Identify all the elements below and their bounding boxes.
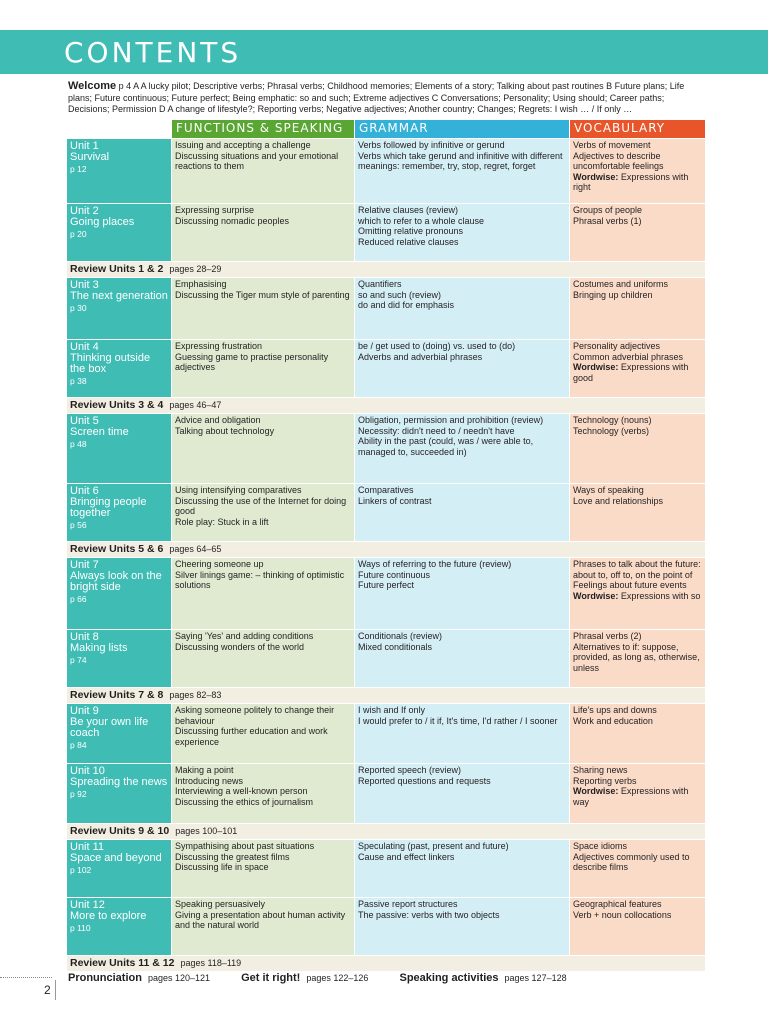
unit-title: Screen time: [70, 426, 129, 438]
unit-title: More to explore: [70, 910, 147, 922]
wordwise-text: Expressions with way: [573, 786, 689, 807]
review-label: Review Units 11 & 12: [70, 957, 175, 969]
unit-number: Unit 11: [70, 841, 105, 853]
grammar-cell: [355, 558, 570, 630]
unit-title: Space and beyond: [70, 852, 162, 864]
grammar-line: Reported questions and requests: [358, 775, 491, 786]
grammar-line: Verbs followed by infinitive or gerund: [358, 140, 505, 150]
functions-line: Discussing the Tiger mum style of parenting: [175, 289, 350, 300]
unit-page: p 48: [70, 439, 87, 449]
review-cell[interactable]: [67, 262, 706, 278]
unit-row: [67, 340, 706, 398]
vocabulary-line: Phrasal verbs (2): [573, 631, 642, 641]
functions-cell: [172, 414, 355, 484]
vocabulary-line: Life's ups and downs: [573, 705, 657, 715]
review-row: [67, 956, 706, 972]
vocabulary-line: Groups of people: [573, 205, 643, 215]
functions-line: Expressing surprise: [175, 205, 255, 215]
functions-line: Role play: Stuck in a lift: [175, 516, 269, 527]
review-pages: pages 118–119: [180, 958, 242, 968]
grammar-cell: [355, 139, 570, 204]
unit-number: Unit 2: [70, 205, 99, 217]
functions-line: Discussing situations and your emotional reactions to them: [175, 150, 339, 171]
functions-line: Using intensifying comparatives: [175, 485, 302, 495]
unit-title: Spreading the news: [70, 776, 168, 788]
unit-number: Unit 12: [70, 899, 105, 911]
unit-row: [67, 898, 706, 956]
footer-pronunciation[interactable]: Pronunciation pages 120–121: [68, 972, 211, 984]
grammar-line: Ability in the past (could, was / were able to, managed to, succeeded in): [358, 436, 534, 457]
unit-page: p 92: [70, 789, 87, 799]
unit-number: Unit 6: [70, 485, 99, 497]
vocabulary-line: Sharing news: [573, 765, 628, 775]
review-pages: pages 82–83: [169, 690, 222, 700]
grammar-cell: [355, 764, 570, 824]
vocabulary-line: Technology (verbs): [573, 425, 650, 436]
unit-page: p 74: [70, 655, 87, 665]
vocabulary-line: Bringing up children: [573, 289, 653, 300]
grammar-line: Omitting relative pronouns: [358, 226, 464, 236]
review-label: Review Units 9 & 10: [70, 825, 170, 837]
grammar-line: Necessity: didn't need to / needn't have: [358, 425, 515, 436]
unit-cell[interactable]: [67, 764, 172, 824]
wordwise-line: [573, 591, 702, 602]
wordwise-text: Expressions with good: [573, 362, 689, 383]
functions-cell: [172, 764, 355, 824]
welcome-label: Welcome: [68, 80, 117, 92]
unit-number: Unit 3: [70, 279, 99, 291]
functions-line: Discussing the greatest films: [175, 851, 290, 862]
welcome-section: [68, 81, 700, 116]
unit-cell[interactable]: [67, 704, 172, 764]
vocabulary-cell: [570, 484, 706, 542]
functions-line: Discussing the use of the Internet for doing good: [175, 495, 347, 516]
review-pages: pages 46–47: [169, 400, 222, 410]
vocabulary-line: Common adverbial phrases: [573, 351, 684, 362]
unit-row: [67, 278, 706, 340]
unit-row: [67, 704, 706, 764]
unit-row: [67, 764, 706, 824]
grammar-cell: [355, 278, 570, 340]
vocabulary-cell: [570, 204, 706, 262]
functions-line: Asking someone politely to change their behaviour: [175, 705, 335, 726]
vocabulary-line: Costumes and uniforms: [573, 279, 669, 289]
functions-line: Sympathising about past situations: [175, 841, 315, 851]
page-number: 2: [44, 983, 51, 997]
wordwise-label: Wordwise:: [573, 590, 619, 601]
vocabulary-line: Adjectives to describe uncomfortable feelings: [573, 150, 664, 171]
grammar-line: Adverbs and adverbial phrases: [358, 351, 483, 362]
unit-number: Unit 7: [70, 559, 99, 571]
header-band: [0, 30, 768, 74]
vocabulary-line: Love and relationships: [573, 495, 664, 506]
functions-cell: [172, 704, 355, 764]
unit-title: Survival: [70, 151, 110, 163]
grammar-line: Conditionals (review): [358, 631, 443, 641]
page-title: CONTENTS: [64, 36, 242, 69]
grammar-cell: [355, 840, 570, 898]
unit-page: p 56: [70, 520, 87, 530]
functions-line: Discussing the ethics of journalism: [175, 796, 314, 807]
review-row: [67, 824, 706, 840]
vocabulary-cell: [570, 630, 706, 688]
vocabulary-cell: [570, 414, 706, 484]
functions-cell: [172, 558, 355, 630]
footer-get-it-right[interactable]: Get it right! pages 122–126: [241, 972, 369, 984]
functions-line: Discussing wonders of the world: [175, 641, 305, 652]
functions-line: Issuing and accepting a challenge: [175, 140, 311, 150]
grammar-line: Relative clauses (review): [358, 205, 459, 215]
review-label: Review Units 5 & 6: [70, 543, 164, 555]
functions-cell: [172, 204, 355, 262]
vocabulary-line: Personality adjectives: [573, 341, 661, 351]
unit-title: Making lists: [70, 642, 128, 654]
unit-number: Unit 5: [70, 415, 99, 427]
grammar-cell: [355, 630, 570, 688]
functions-line: Discussing further education and work experience: [175, 726, 328, 747]
unit-number: Unit 4: [70, 341, 99, 353]
review-cell[interactable]: [67, 542, 706, 558]
footer-speaking-activities[interactable]: Speaking activities pages 127–128: [399, 972, 567, 984]
unit-row: [67, 139, 706, 204]
vocabulary-line: Space idioms: [573, 841, 628, 851]
grammar-line: The passive: verbs with two objects: [358, 909, 500, 920]
unit-page: p 30: [70, 303, 87, 313]
unit-cell[interactable]: [67, 484, 172, 542]
unit-number: Unit 8: [70, 631, 99, 643]
grammar-line: Speculating (past, present and future): [358, 841, 509, 851]
grammar-line: I wish and If only: [358, 705, 426, 715]
column-header-grammar: GRAMMAR: [355, 120, 570, 139]
functions-cell: [172, 139, 355, 204]
wordwise-text: Expressions with so: [620, 590, 701, 601]
welcome-text: p 4 A A lucky pilot; Descriptive verbs; Phrasal verbs; Childhood memories; Elements of a story; Talking about past routines B Future plans; Life plans; Future continuous; Future perfect; Being emphatic: so and such; Extreme adjectives C Conversations; Personality; Using should; Career paths; Decisions; Permission D A change of lifestyle?; Reporting verbs; Negative adjectives; Another country; Changes; Regrets: I wish … / If only …: [68, 81, 685, 114]
review-label: Review Units 7 & 8: [70, 689, 164, 701]
functions-line: Silver linings game: – thinking of optimistic solutions: [175, 569, 345, 590]
contents-table: [66, 119, 706, 972]
review-cell[interactable]: [67, 824, 706, 840]
unit-title: Be your own life coach: [70, 716, 149, 739]
vocabulary-line: Feelings about future events: [573, 580, 687, 590]
column-header-vocabulary: VOCABULARY: [570, 120, 706, 139]
vocabulary-line: Phrasal verbs (1): [573, 215, 642, 226]
unit-cell[interactable]: [67, 340, 172, 398]
functions-cell: [172, 340, 355, 398]
unit-title: Always look on the bright side: [70, 570, 162, 593]
review-label: Review Units 3 & 4: [70, 399, 164, 411]
grammar-line: Mixed conditionals: [358, 641, 433, 652]
unit-cell[interactable]: [67, 278, 172, 340]
review-cell[interactable]: [67, 398, 706, 414]
unit-row: [67, 840, 706, 898]
unit-row: [67, 558, 706, 630]
vocabulary-line: Adjectives commonly used to describe films: [573, 851, 690, 872]
vocabulary-cell: [570, 898, 706, 956]
unit-cell[interactable]: [67, 840, 172, 898]
unit-number: Unit 10: [70, 765, 105, 777]
review-pages: pages 28–29: [169, 264, 222, 274]
page-divider: [0, 977, 52, 978]
grammar-line: Cause and effect linkers: [358, 851, 455, 862]
functions-cell: [172, 484, 355, 542]
review-row: [67, 262, 706, 278]
unit-title: Thinking outside the box: [70, 352, 151, 375]
vocabulary-cell: [570, 558, 706, 630]
unit-page: p 110: [70, 923, 91, 933]
grammar-cell: [355, 484, 570, 542]
vocabulary-line: Geographical features: [573, 899, 662, 909]
grammar-line: Passive report structures: [358, 899, 458, 909]
grammar-line: Reported speech (review): [358, 765, 462, 775]
vocabulary-line: Reporting verbs: [573, 775, 637, 786]
unit-cell[interactable]: [67, 139, 172, 204]
functions-line: Giving a presentation about human activity and the natural world: [175, 909, 346, 930]
functions-line: Guessing game to practise personality adjectives: [175, 351, 329, 372]
grammar-line: Linkers of contrast: [358, 495, 432, 506]
grammar-line: do and did for emphasis: [358, 300, 455, 310]
unit-cell[interactable]: [67, 204, 172, 262]
grammar-line: be / get used to (doing) vs. used to (do): [358, 341, 516, 351]
functions-line: Expressing frustration: [175, 341, 263, 351]
unit-page: p 12: [70, 164, 87, 174]
vocabulary-line: Technology (nouns): [573, 415, 652, 425]
unit-number: Unit 9: [70, 705, 99, 717]
functions-cell: [172, 898, 355, 956]
functions-cell: [172, 278, 355, 340]
vocabulary-cell: [570, 278, 706, 340]
functions-line: Making a point: [175, 765, 234, 775]
grammar-line: Verbs which take gerund and infinitive with different meanings: remember, try, stop, regret, forget: [358, 150, 563, 171]
grammar-cell: [355, 204, 570, 262]
vocabulary-cell: [570, 139, 706, 204]
functions-line: Introducing news: [175, 775, 244, 786]
wordwise-line: [573, 362, 702, 383]
review-cell[interactable]: [67, 688, 706, 704]
grammar-line: Future continuous: [358, 569, 431, 580]
unit-page: p 84: [70, 740, 87, 750]
unit-row: [67, 630, 706, 688]
unit-cell[interactable]: [67, 414, 172, 484]
unit-cell[interactable]: [67, 898, 172, 956]
vocabulary-cell: [570, 764, 706, 824]
functions-line: Emphasising: [175, 279, 227, 289]
functions-line: Speaking persuasively: [175, 899, 266, 909]
grammar-cell: [355, 704, 570, 764]
vocabulary-cell: [570, 340, 706, 398]
unit-cell[interactable]: [67, 558, 172, 630]
unit-page: p 102: [70, 865, 92, 875]
wordwise-line: [573, 172, 702, 193]
page-number-rule: [55, 980, 56, 1000]
grammar-line: Obligation, permission and prohibition (review): [358, 415, 544, 425]
unit-page: p 20: [70, 229, 87, 239]
unit-page: p 38: [70, 376, 87, 386]
wordwise-label: Wordwise:: [573, 362, 619, 372]
functions-line: Discussing life in space: [175, 862, 269, 872]
review-label: Review Units 1 & 2: [70, 263, 164, 275]
functions-line: Saying 'Yes' and adding conditions: [175, 631, 314, 641]
wordwise-label: Wordwise:: [573, 786, 619, 796]
grammar-line: Quantifiers: [358, 279, 402, 289]
grammar-cell: [355, 898, 570, 956]
review-row: [67, 688, 706, 704]
column-header-functions: FUNCTIONS & SPEAKING: [172, 120, 355, 139]
unit-row: [67, 414, 706, 484]
review-row: [67, 542, 706, 558]
vocabulary-line: Phrases to talk about the future: about to, off to, on the point of: [573, 559, 701, 580]
unit-number: Unit 1: [70, 140, 99, 152]
unit-row: [67, 484, 706, 542]
unit-title: Going places: [70, 216, 135, 228]
grammar-line: Ways of referring to the future (review): [358, 559, 512, 569]
grammar-cell: [355, 414, 570, 484]
review-pages: pages 64–65: [169, 544, 222, 554]
review-pages: pages 100–101: [175, 826, 238, 836]
unit-title: Bringing people together: [70, 496, 147, 519]
footer-links: [68, 972, 708, 984]
grammar-line: Comparatives: [358, 485, 414, 495]
functions-cell: [172, 840, 355, 898]
vocabulary-cell: [570, 840, 706, 898]
wordwise-label: Wordwise:: [573, 171, 619, 182]
vocabulary-line: Verb + noun collocations: [573, 909, 672, 920]
unit-cell[interactable]: [67, 630, 172, 688]
vocabulary-line: Verbs of movement: [573, 140, 651, 150]
functions-line: Discussing nomadic peoples: [175, 215, 290, 226]
functions-line: Interviewing a well-known person: [175, 786, 308, 796]
grammar-cell: [355, 340, 570, 398]
unit-row: [67, 204, 706, 262]
header-spacer: [67, 120, 172, 139]
functions-cell: [172, 630, 355, 688]
grammar-line: Reduced relative clauses: [358, 236, 459, 247]
grammar-line: so and such (review): [358, 289, 442, 300]
functions-line: Talking about technology: [175, 425, 275, 436]
vocabulary-line: Alternatives to if: suppose, provided, as long as, otherwise, unless: [573, 641, 700, 673]
vocabulary-line: Work and education: [573, 715, 653, 726]
review-row: [67, 398, 706, 414]
wordwise-line: [573, 786, 702, 807]
review-cell[interactable]: [67, 956, 706, 972]
vocabulary-line: Ways of speaking: [573, 485, 644, 495]
unit-page: p 66: [70, 594, 87, 604]
vocabulary-cell: [570, 704, 706, 764]
functions-line: Advice and obligation: [175, 415, 261, 425]
grammar-line: Future perfect: [358, 580, 415, 590]
wordwise-text: Expressions with right: [573, 171, 689, 192]
unit-title: The next generation: [70, 290, 168, 302]
contents-body: [67, 139, 706, 972]
functions-line: Cheering someone up: [175, 559, 264, 569]
grammar-line: I would prefer to / it if, It's time, I'd rather / I sooner: [358, 715, 558, 726]
grammar-line: which to refer to a whole clause: [358, 215, 485, 226]
